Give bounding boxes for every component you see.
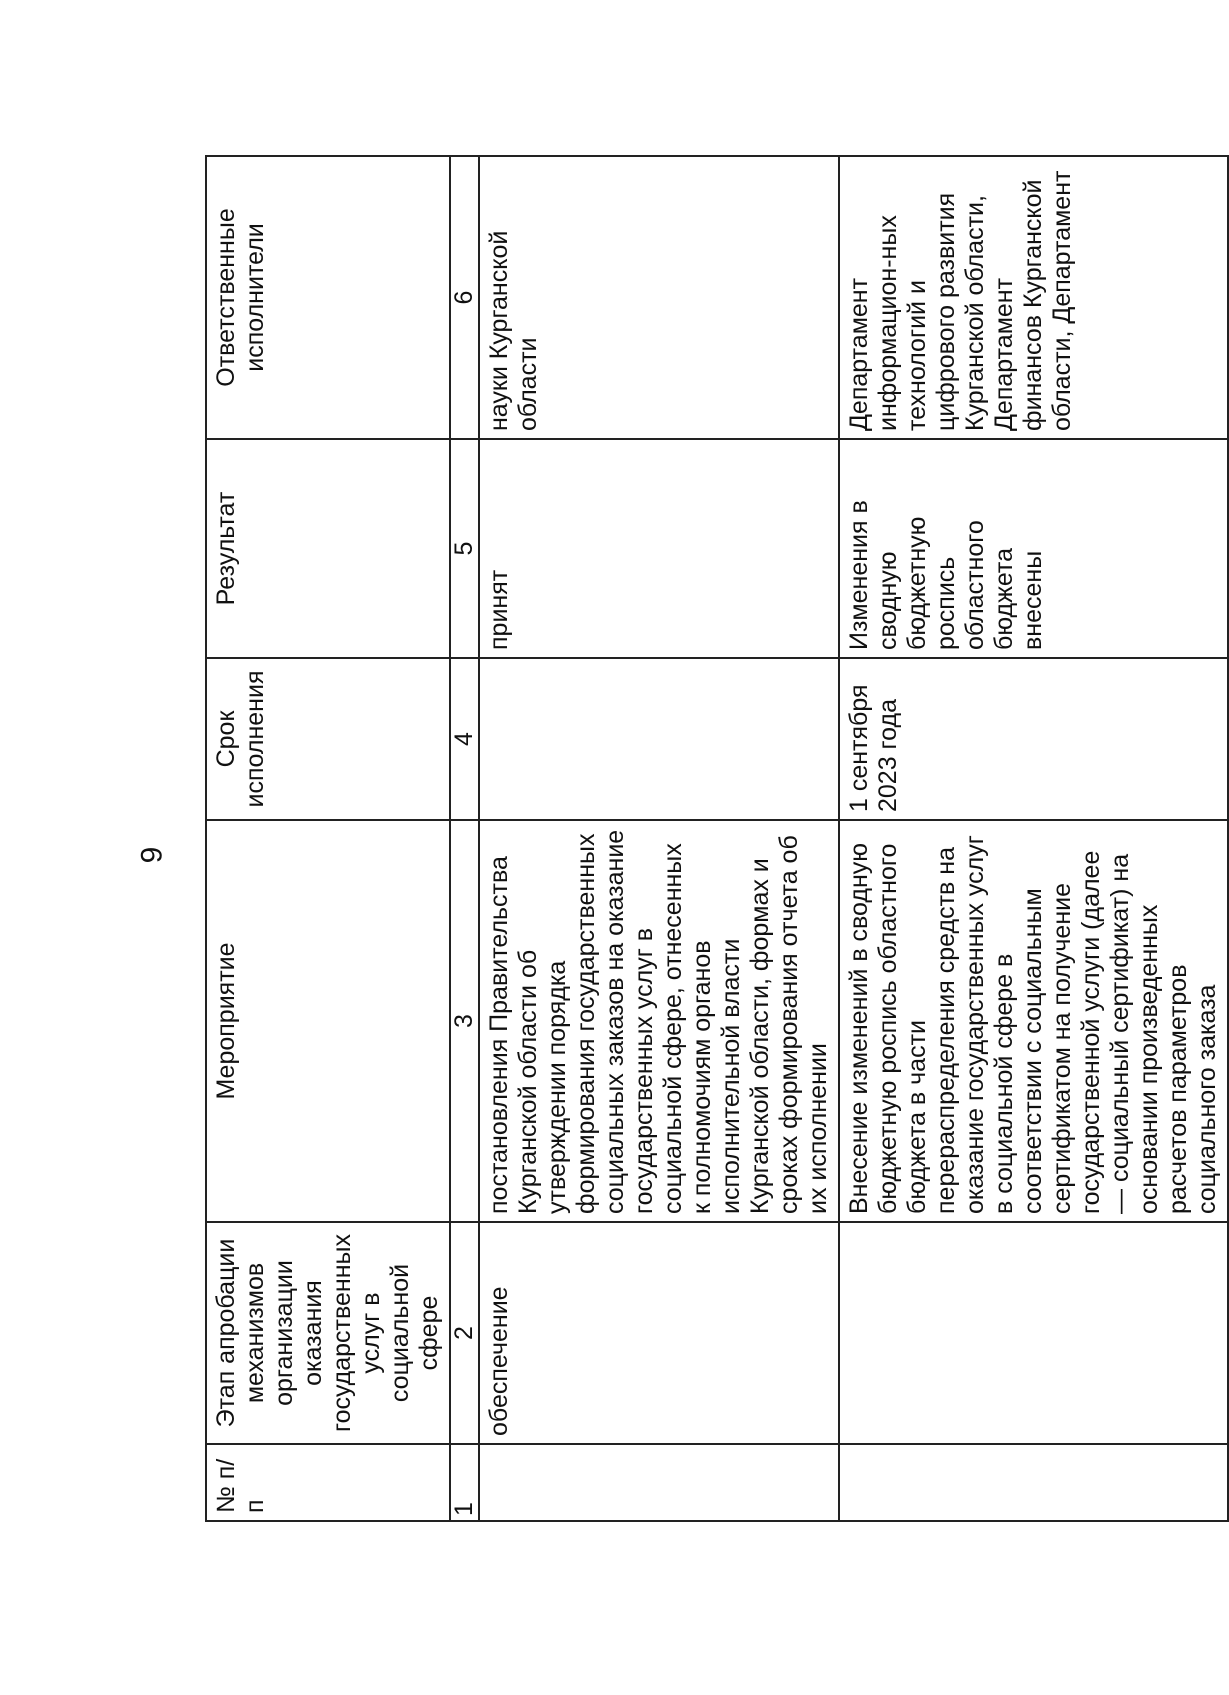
column-number-4: 4 bbox=[450, 658, 479, 820]
row-executors: науки Курганской области bbox=[479, 156, 839, 439]
column-number-3: 3 bbox=[450, 820, 479, 1222]
row-num bbox=[839, 1444, 1228, 1521]
plan-table bbox=[205, 155, 1229, 1522]
row-deadline: 1 сентября 2023 года bbox=[839, 658, 1228, 820]
row-result: принят bbox=[479, 439, 839, 658]
column-number-6: 6 bbox=[450, 156, 479, 439]
column-number-1: 1 bbox=[450, 1444, 479, 1521]
header-stage: Этап апробации механизмов организации оказания государственных услуг в социальной сфере bbox=[206, 1222, 450, 1444]
row-stage bbox=[839, 1222, 1228, 1444]
row-activity: Внесение изменений в сводную бюджетную роспись областного бюджета в части перераспределения средств на оказание государственных услуг в социальной сфере в соответствии с социальным сертификатом на получение государственной услуги (далее — социальный сертификат) на основании произведенных расчетов параметров социального заказа bbox=[839, 820, 1228, 1222]
row-result: Изменения в сводную бюджетную роспись областного бюджета внесены bbox=[839, 439, 1228, 658]
header-activity: Мероприятие bbox=[206, 820, 450, 1222]
plan-table-container bbox=[205, 157, 1221, 1522]
row-stage: обеспечение bbox=[479, 1222, 839, 1444]
row-num bbox=[479, 1444, 839, 1521]
header-num: № п/п bbox=[206, 1444, 450, 1521]
header-executors: Ответственные исполнители bbox=[206, 156, 450, 439]
row-deadline bbox=[479, 658, 839, 820]
column-number-2: 2 bbox=[450, 1222, 479, 1444]
header-result: Результат bbox=[206, 439, 450, 658]
column-number-row bbox=[450, 156, 479, 1521]
row-executors: Департамент информацион-ных технологий и цифрового развития Курганской области, Департамент финансов Курганской области, Департамент bbox=[839, 156, 1228, 439]
row-activity: постановления Правительства Курганской области об утверждении порядка формирования государственных социальных заказов на оказание государственных услуг в социальной сфере, отнесенных к полномочиям органов исполнительной власти Курганской области, формах и сроках формирования отчета об их исполнении bbox=[479, 820, 839, 1222]
header-deadline: Срок исполнения bbox=[206, 658, 450, 820]
table-row bbox=[479, 156, 839, 1521]
table-row bbox=[839, 156, 1228, 1521]
column-number-5: 5 bbox=[450, 439, 479, 658]
page-number: 9 bbox=[135, 846, 169, 864]
header-row bbox=[206, 156, 450, 1521]
